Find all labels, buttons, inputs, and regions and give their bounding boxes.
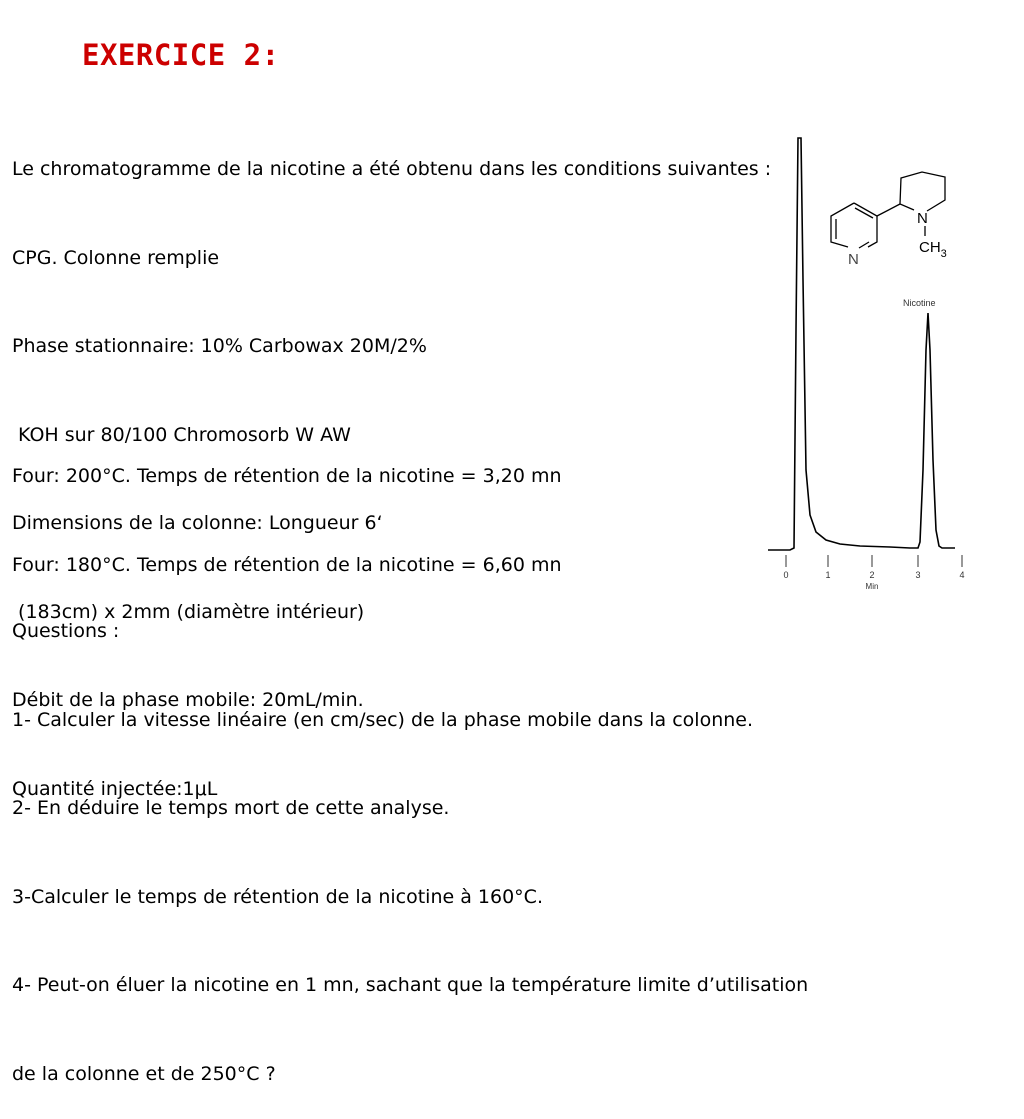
tick-label: 1: [825, 570, 831, 580]
conditions-line: Phase stationnaire: 10% Carbowax 20M/2%: [12, 335, 427, 357]
questions-heading: Questions :: [12, 620, 120, 642]
question-item: 1- Calculer la vitesse linéaire (en cm/sec) de la phase mobile dans la colonne.: [12, 708, 754, 731]
tick-label: 0: [783, 570, 789, 580]
atom-label: $CH_3$: [919, 239, 947, 260]
question-item: 2- En déduire le temps mort de cette analyse.: [12, 797, 450, 819]
tick-label: 4: [959, 570, 965, 580]
conditions-line: Le chromatogramme de la nicotine a été obtenu dans les conditions suivantes :: [12, 158, 772, 180]
ring-bond: [877, 204, 900, 216]
tick-label: 2: [869, 570, 875, 580]
tick-label: 3: [915, 570, 921, 580]
axis-title: Min: [865, 582, 879, 591]
oven-line: Four: 200°C. Temps de rétention de la nicotine = 3,20 mn: [12, 465, 562, 487]
conditions-line: Dimensions de la colonne: Longueur 6‘: [12, 512, 383, 534]
pyridine-ring: [831, 203, 877, 248]
conditions-line: Débit de la phase mobile: 20mL/min.: [12, 689, 364, 711]
atom-label: N: [917, 210, 928, 227]
conditions-line: KOH sur 80/100 Chromosorb W AW: [12, 423, 351, 446]
exercise-title: EXERCICE 2:: [82, 38, 280, 72]
peak-label: Nicotine: [903, 298, 936, 308]
question-item: 4- Peut-on éluer la nicotine en 1 mn, sachant que la température limite d’utilisation: [12, 974, 809, 996]
pyrrolidine-ring: [900, 172, 945, 211]
time-axis: [786, 555, 962, 567]
conditions-line: Quantité injectée:1μL: [12, 777, 218, 800]
question-item: de la colonne et de 250°C ?: [12, 1062, 276, 1085]
conditions-line: (183cm) x 2mm (diamètre intérieur): [12, 600, 365, 623]
atom-label: N: [848, 251, 859, 268]
question-item: 3-Calculer le temps de rétention de la nicotine à 160°C.: [12, 885, 543, 908]
questions-block: [12, 558, 808, 1119]
nicotine-structure: [822, 168, 962, 268]
conditions-line: CPG. Colonne remplie: [12, 246, 220, 269]
oven-line: Four: 180°C. Temps de rétention de la nicotine = 6,60 mn: [12, 553, 562, 576]
